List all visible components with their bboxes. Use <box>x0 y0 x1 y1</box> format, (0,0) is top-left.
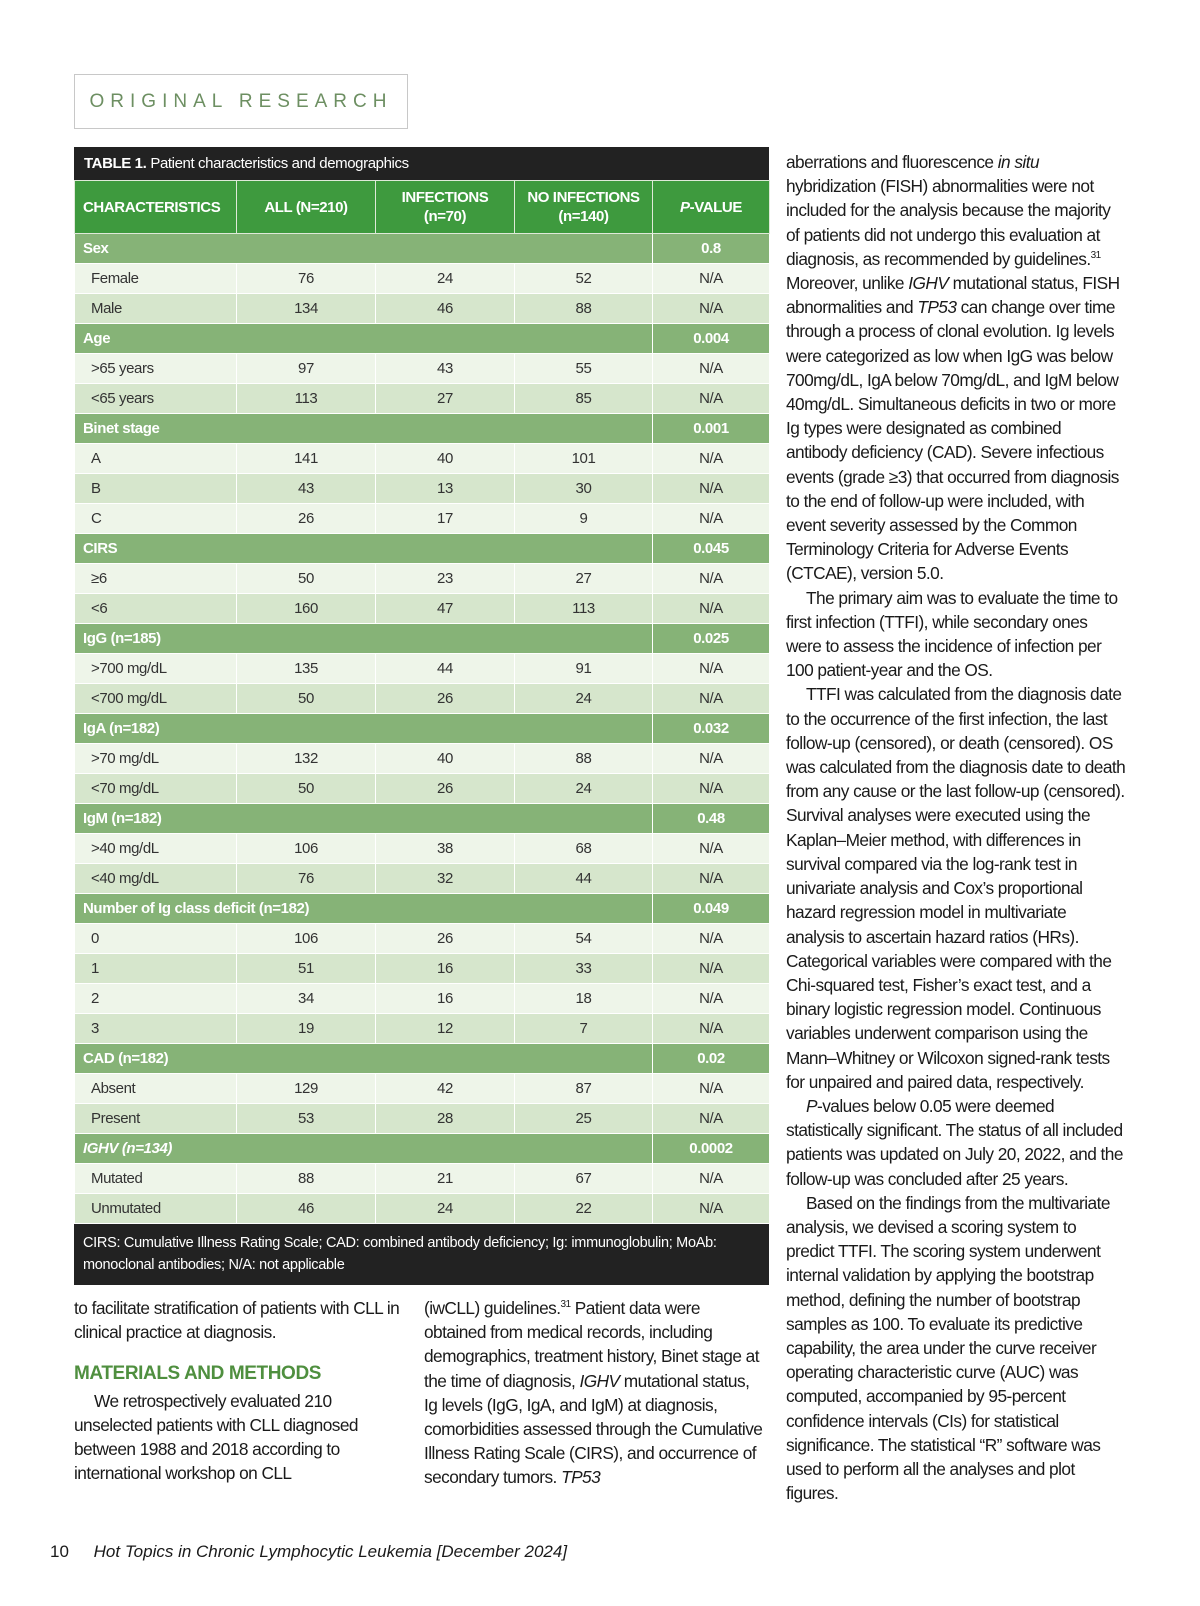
cell-infections: 21 <box>376 1164 515 1194</box>
cell-p-value: N/A <box>653 564 770 594</box>
group-p-value: 0.48 <box>653 804 770 834</box>
cell-no-infections: 91 <box>515 654 653 684</box>
header-infections-n: (n=70) <box>423 208 467 225</box>
header-infections <box>376 181 515 234</box>
row-label: >700 mg/dL <box>75 654 237 684</box>
row-label: 3 <box>75 1014 237 1044</box>
header-all: ALL (N=210) <box>237 181 376 234</box>
row-label: Present <box>75 1104 237 1134</box>
cell-all: 19 <box>237 1014 376 1044</box>
table-row <box>75 474 770 504</box>
cell-infections: 26 <box>376 924 515 954</box>
cell-infections: 13 <box>376 474 515 504</box>
page-number: 10 <box>50 1542 69 1561</box>
row-label: >65 years <box>75 354 237 384</box>
group-row <box>75 414 770 444</box>
table-row <box>75 504 770 534</box>
cell-no-infections: 68 <box>515 834 653 864</box>
cell-p-value: N/A <box>653 864 770 894</box>
group-p-value: 0.045 <box>653 534 770 564</box>
group-label: Sex <box>75 234 653 264</box>
cell-p-value: N/A <box>653 474 770 504</box>
cell-p-value: N/A <box>653 1014 770 1044</box>
group-p-value: 0.025 <box>653 624 770 654</box>
row-label: 1 <box>75 954 237 984</box>
right-p1-e: can change over time through a process of clonal evolution. Ig levels were categorized as low when IgG was below 700mg/dL, IgA below 70mg/dL, and IgM below 40mg/dL. Simultaneous deficits in two or more Ig types were designated as combined antibody deficiency (CAD). Severe infectious events (grade ≥3) that occurred from diagnosis to the end of follow-up were included, with event severity assessed by the Common Terminology Criteria for Adverse Events (CTCAE), version 5.0. <box>786 297 1119 584</box>
cell-infections: 40 <box>376 444 515 474</box>
middle-tp53: TP53 <box>561 1467 601 1488</box>
cell-p-value: N/A <box>653 984 770 1014</box>
cell-no-infections: 113 <box>515 594 653 624</box>
cell-no-infections: 101 <box>515 444 653 474</box>
cell-all: 132 <box>237 744 376 774</box>
left-text-column <box>74 1296 404 1485</box>
right-p1-d: mutational status, FISH abnormalities and <box>786 273 1120 318</box>
cell-infections: 40 <box>376 744 515 774</box>
table-row <box>75 954 770 984</box>
table-row <box>75 354 770 384</box>
reference-31-a: 31 <box>560 1299 571 1311</box>
cell-p-value: N/A <box>653 594 770 624</box>
row-label: >70 mg/dL <box>75 744 237 774</box>
row-label: Female <box>75 264 237 294</box>
table-row <box>75 444 770 474</box>
table-footnote: CIRS: Cumulative Illness Rating Scale; CAD: combined antibody deficiency; Ig: immunoglobulin; MoAb: monoclonal antibodies; N/A: not applicable <box>83 1235 717 1273</box>
row-label: 0 <box>75 924 237 954</box>
group-row <box>75 324 770 354</box>
header-p-italic: P <box>680 198 690 216</box>
group-label: IgM (n=182) <box>75 804 653 834</box>
cell-all: 50 <box>237 684 376 714</box>
table-caption-label: TABLE 1. <box>84 155 147 172</box>
table-row <box>75 864 770 894</box>
group-p-value: 0.004 <box>653 324 770 354</box>
group-label: Binet stage <box>75 414 653 444</box>
row-label: Male <box>75 294 237 324</box>
right-p1-insitu: in situ <box>997 152 1040 172</box>
cell-all: 51 <box>237 954 376 984</box>
cell-infections: 16 <box>376 984 515 1014</box>
cell-p-value: N/A <box>653 354 770 384</box>
group-label: Number of Ig class deficit (n=182) <box>75 894 653 924</box>
table-caption-text: Patient characteristics and demographics <box>150 155 409 172</box>
cell-all: 141 <box>237 444 376 474</box>
header-characteristics: CHARACTERISTICS <box>75 181 237 234</box>
row-label: 2 <box>75 984 237 1014</box>
header-infections-label: INFECTIONS <box>401 189 489 206</box>
cell-no-infections: 85 <box>515 384 653 414</box>
header-no-infections <box>515 181 653 234</box>
table-row <box>75 384 770 414</box>
cell-no-infections: 24 <box>515 774 653 804</box>
cell-all: 134 <box>237 294 376 324</box>
cell-all: 88 <box>237 1164 376 1194</box>
cell-all: 50 <box>237 774 376 804</box>
group-label: CAD (n=182) <box>75 1044 653 1074</box>
cell-p-value: N/A <box>653 504 770 534</box>
table-row <box>75 264 770 294</box>
right-p4-text: -values below 0.05 were deemed statistically significant. The status of all included patients was updated on July 20, 2022, and the follow-up was concluded after 25 years. <box>786 1095 1123 1189</box>
header-no-infections-n: (n=140) <box>558 208 609 225</box>
row-label: <6 <box>75 594 237 624</box>
group-row <box>75 1134 770 1164</box>
row-label: Mutated <box>75 1164 237 1194</box>
header-p-suffix: -VALUE <box>689 198 742 216</box>
cell-all: 26 <box>237 504 376 534</box>
group-p-value: 0.001 <box>653 414 770 444</box>
table-row <box>75 654 770 684</box>
patient-characteristics-table <box>74 180 770 1224</box>
group-label: CIRS <box>75 534 653 564</box>
middle-text-a: (iwCLL) guidelines. <box>424 1298 561 1318</box>
cell-all: 76 <box>237 864 376 894</box>
cell-no-infections: 87 <box>515 1074 653 1104</box>
row-label: ≥6 <box>75 564 237 594</box>
right-p1-a: aberrations and fluorescence <box>786 152 998 172</box>
table-row <box>75 984 770 1014</box>
cell-all: 106 <box>237 834 376 864</box>
cell-all: 97 <box>237 354 376 384</box>
cell-infections: 43 <box>376 354 515 384</box>
cell-no-infections: 44 <box>515 864 653 894</box>
materials-methods-paragraph: We retrospectively evaluated 210 unselected patients with CLL diagnosed between 1988 and 2018 according to international workshop on CLL <box>74 1390 358 1484</box>
cell-p-value: N/A <box>653 1164 770 1194</box>
group-p-value: 0.02 <box>653 1044 770 1074</box>
cell-all: 160 <box>237 594 376 624</box>
row-label: C <box>75 504 237 534</box>
group-p-value: 0.049 <box>653 894 770 924</box>
row-label: <65 years <box>75 384 237 414</box>
group-label: IGHV (n=134) <box>75 1134 653 1164</box>
middle-text-c: mutational status, Ig levels (IgG, IgA, and IgM) at diagnosis, comorbidities assessed through the Cumulative Illness Rating Scale (CIRS), and occurrence of secondary tumors. <box>424 1370 763 1488</box>
table-row <box>75 924 770 954</box>
header-no-infections-label: NO INFECTIONS <box>527 189 640 206</box>
section-label: ORIGINAL RESEARCH <box>74 74 408 129</box>
cell-all: 46 <box>237 1194 376 1224</box>
cell-infections: 44 <box>376 654 515 684</box>
row-label: A <box>75 444 237 474</box>
group-row <box>75 714 770 744</box>
cell-infections: 27 <box>376 384 515 414</box>
cell-all: 113 <box>237 384 376 414</box>
page-footer <box>50 1542 567 1562</box>
cell-p-value: N/A <box>653 954 770 984</box>
group-row <box>75 624 770 654</box>
cell-p-value: N/A <box>653 1194 770 1224</box>
right-p1-ighv: IGHV <box>908 273 949 294</box>
cell-infections: 38 <box>376 834 515 864</box>
cell-p-value: N/A <box>653 294 770 324</box>
cell-p-value: N/A <box>653 834 770 864</box>
table-row <box>75 1104 770 1134</box>
middle-ighv: IGHV <box>579 1370 620 1391</box>
right-text-column <box>786 150 1126 1505</box>
cell-all: 129 <box>237 1074 376 1104</box>
right-paragraph-3: TTFI was calculated from the diagnosis date to the occurrence of the first infection, the last follow-up (censored), or death (censored). OS was calculated from the diagnosis date to death from any cause or the last follow-up (censored). Survival analyses were executed using the Kaplan–Meier method, with differences in survival compared via the log-rank test in univariate analysis and Cox’s proportional hazard regression model in multivariate analysis to ascertain hazard ratios (HRs). Categorical variables were compared with the Chi-squared test, Fisher’s exact test, and a binary logistic regression model. Continuous variables underwent comparison using the Mann–Whitney or Wilcoxon signed-rank tests for unpaired and paired data, respectively. <box>786 684 1126 1092</box>
group-row <box>75 534 770 564</box>
cell-no-infections: 67 <box>515 1164 653 1194</box>
row-label: Unmutated <box>75 1194 237 1224</box>
cell-p-value: N/A <box>653 1104 770 1134</box>
right-paragraph-5: Based on the findings from the multivariate analysis, we devised a scoring system to predict TTFI. The scoring system underwent internal validation by applying the bootstrap method, defining the number of bootstrap samples as 100. To evaluate its predictive capability, the area under the curve receiver operating characteristic curve (AUC) was computed, accompanied by 95-percent confidence intervals (CIs) for statistical significance. The statistical “R” software was used to perform all the analyses and plot figures. <box>786 1192 1110 1504</box>
right-p4-p: P <box>806 1095 817 1116</box>
right-paragraph-4 <box>786 1094 1126 1191</box>
materials-methods-heading: MATERIALS AND METHODS <box>74 1363 322 1385</box>
table-row <box>75 684 770 714</box>
cell-all: 34 <box>237 984 376 1014</box>
cell-infections: 28 <box>376 1104 515 1134</box>
cell-infections: 17 <box>376 504 515 534</box>
cell-infections: 26 <box>376 774 515 804</box>
table-row <box>75 1194 770 1224</box>
middle-text-column <box>424 1296 764 1490</box>
cell-p-value: N/A <box>653 384 770 414</box>
cell-p-value: N/A <box>653 924 770 954</box>
group-p-value: 0.032 <box>653 714 770 744</box>
row-label: >40 mg/dL <box>75 834 237 864</box>
row-label: Absent <box>75 1074 237 1104</box>
cell-no-infections: 30 <box>515 474 653 504</box>
header-p-value <box>653 181 770 234</box>
cell-infections: 24 <box>376 264 515 294</box>
right-paragraph-1 <box>786 150 1126 586</box>
group-row <box>75 894 770 924</box>
cell-no-infections: 24 <box>515 684 653 714</box>
right-p1-tp53: TP53 <box>917 297 957 318</box>
cell-all: 50 <box>237 564 376 594</box>
row-label: <70 mg/dL <box>75 774 237 804</box>
cell-p-value: N/A <box>653 1074 770 1104</box>
group-row <box>75 234 770 264</box>
row-label: <40 mg/dL <box>75 864 237 894</box>
cell-infections: 16 <box>376 954 515 984</box>
cell-no-infections: 88 <box>515 744 653 774</box>
cell-no-infections: 33 <box>515 954 653 984</box>
cell-all: 43 <box>237 474 376 504</box>
group-label: IgA (n=182) <box>75 714 653 744</box>
cell-infections: 32 <box>376 864 515 894</box>
table-caption <box>74 147 769 180</box>
cell-infections: 42 <box>376 1074 515 1104</box>
right-p1-b: hybridization (FISH) abnormalities were not included for the analysis because the majority of patients did not undergo this evaluation at diagnosis, as recommended by guidelines. <box>786 176 1111 269</box>
group-row <box>75 1044 770 1074</box>
cell-p-value: N/A <box>653 654 770 684</box>
table-row <box>75 1164 770 1194</box>
table-row <box>75 774 770 804</box>
table-header-row <box>75 181 770 234</box>
cell-all: 76 <box>237 264 376 294</box>
cell-no-infections: 52 <box>515 264 653 294</box>
middle-paragraph <box>424 1296 764 1490</box>
cell-all: 135 <box>237 654 376 684</box>
cell-p-value: N/A <box>653 444 770 474</box>
table-row <box>75 1014 770 1044</box>
table-body <box>75 234 770 1224</box>
cell-all: 53 <box>237 1104 376 1134</box>
table-row <box>75 594 770 624</box>
right-paragraph-2: The primary aim was to evaluate the time to first infection (TTFI), while secondary ones were to assess the incidence of infection per 100 patient-year and the OS. <box>786 587 1118 681</box>
publication-title: Hot Topics in Chronic Lymphocytic Leukemia [December 2024] <box>93 1542 568 1561</box>
group-label: IgG (n=185) <box>75 624 653 654</box>
table-1 <box>74 147 769 1285</box>
cell-no-infections: 22 <box>515 1194 653 1224</box>
right-p1-c: Moreover, unlike <box>786 273 909 294</box>
cell-infections: 23 <box>376 564 515 594</box>
reference-31-b: 31 <box>1090 250 1101 262</box>
table-row <box>75 1074 770 1104</box>
cell-no-infections: 9 <box>515 504 653 534</box>
cell-no-infections: 7 <box>515 1014 653 1044</box>
cell-infections: 46 <box>376 294 515 324</box>
cell-infections: 47 <box>376 594 515 624</box>
cell-no-infections: 55 <box>515 354 653 384</box>
table-row <box>75 294 770 324</box>
middle-text-b: Patient data were obtained from medical records, including demographics, treatment history, Binet stage at the time of diagnosis, <box>424 1298 759 1391</box>
group-p-value: 0.0002 <box>653 1134 770 1164</box>
cell-infections: 24 <box>376 1194 515 1224</box>
row-label: B <box>75 474 237 504</box>
cell-infections: 12 <box>376 1014 515 1044</box>
cell-no-infections: 27 <box>515 564 653 594</box>
cell-infections: 26 <box>376 684 515 714</box>
group-label: Age <box>75 324 653 354</box>
group-row <box>75 804 770 834</box>
table-row <box>75 564 770 594</box>
cell-all: 106 <box>237 924 376 954</box>
group-p-value: 0.8 <box>653 234 770 264</box>
cell-no-infections: 88 <box>515 294 653 324</box>
cell-no-infections: 18 <box>515 984 653 1014</box>
cell-p-value: N/A <box>653 744 770 774</box>
cell-no-infections: 25 <box>515 1104 653 1134</box>
cell-p-value: N/A <box>653 264 770 294</box>
table-row <box>75 834 770 864</box>
row-label: <700 mg/dL <box>75 684 237 714</box>
table-row <box>75 744 770 774</box>
cell-p-value: N/A <box>653 684 770 714</box>
left-continuation-text: to facilitate stratification of patients with CLL in clinical practice at diagnosis. <box>74 1298 400 1343</box>
cell-p-value: N/A <box>653 774 770 804</box>
cell-no-infections: 54 <box>515 924 653 954</box>
